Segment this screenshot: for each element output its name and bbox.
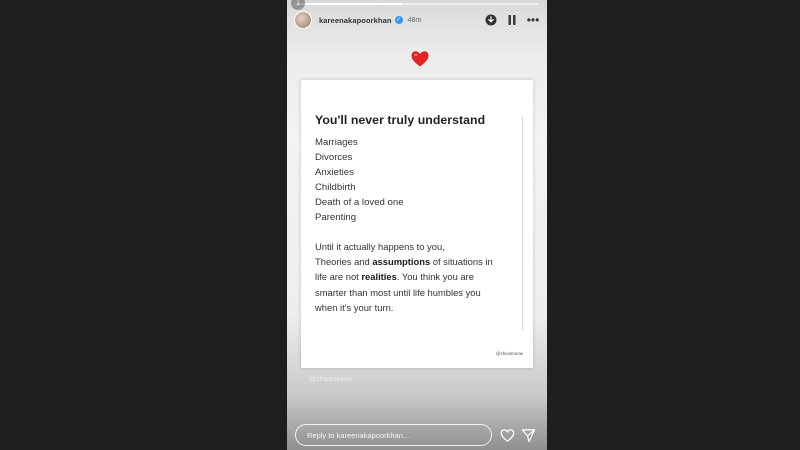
post-handle: @shivamnow	[495, 351, 523, 356]
story-timestamp: 48m	[407, 16, 422, 24]
more-options-icon[interactable]: •••	[526, 13, 540, 27]
body-text-segment: of situations in	[430, 256, 493, 268]
body-line	[315, 269, 523, 284]
body-line: Until it actually happens to you,	[315, 241, 445, 252]
list-item: Marriages	[315, 137, 358, 148]
body-text-segment: . You think you are	[396, 271, 474, 283]
send-paper-plane-icon[interactable]	[521, 428, 536, 443]
list-item: Anxieties	[315, 167, 354, 178]
body-text-segment: life are not	[315, 271, 362, 283]
body-bold-segment: realities	[361, 271, 397, 283]
body-line: when it's your turn.	[315, 301, 394, 313]
body-line	[315, 254, 523, 269]
like-heart-icon[interactable]	[500, 428, 515, 443]
reply-bar[interactable]	[295, 424, 492, 446]
body-bold-segment: assumptions	[372, 256, 431, 268]
avatar[interactable]	[294, 11, 312, 29]
list-item: Death of a loved one	[315, 197, 404, 208]
heart-emoji-icon	[410, 49, 430, 69]
download-arrow-icon[interactable]: ↓	[291, 0, 305, 10]
mention-sticker[interactable]: @shivamnow	[309, 376, 352, 383]
username[interactable]: kareenakapoorkhan	[319, 15, 392, 25]
post-title: You'll never truly understand	[315, 113, 486, 127]
post-list	[315, 135, 523, 225]
verified-badge-icon: ✓	[396, 17, 402, 23]
reply-input[interactable]	[296, 425, 491, 445]
story-progress-bar	[295, 3, 539, 5]
body-text-segment: Theories and	[315, 256, 373, 268]
story-viewer	[287, 0, 547, 450]
pause-icon[interactable]	[506, 14, 518, 26]
post-body	[315, 239, 523, 315]
list-item: Parenting	[315, 212, 357, 223]
list-item: Childbirth	[315, 182, 356, 193]
story-progress-fill	[295, 3, 402, 5]
quote-post-card	[301, 80, 533, 368]
post-content	[315, 113, 523, 315]
header-actions	[485, 14, 539, 26]
list-item: Divorces	[315, 152, 353, 163]
story-header	[294, 9, 539, 31]
download-icon[interactable]	[485, 14, 497, 26]
body-line: smarter than most until life humbles you	[315, 286, 481, 298]
